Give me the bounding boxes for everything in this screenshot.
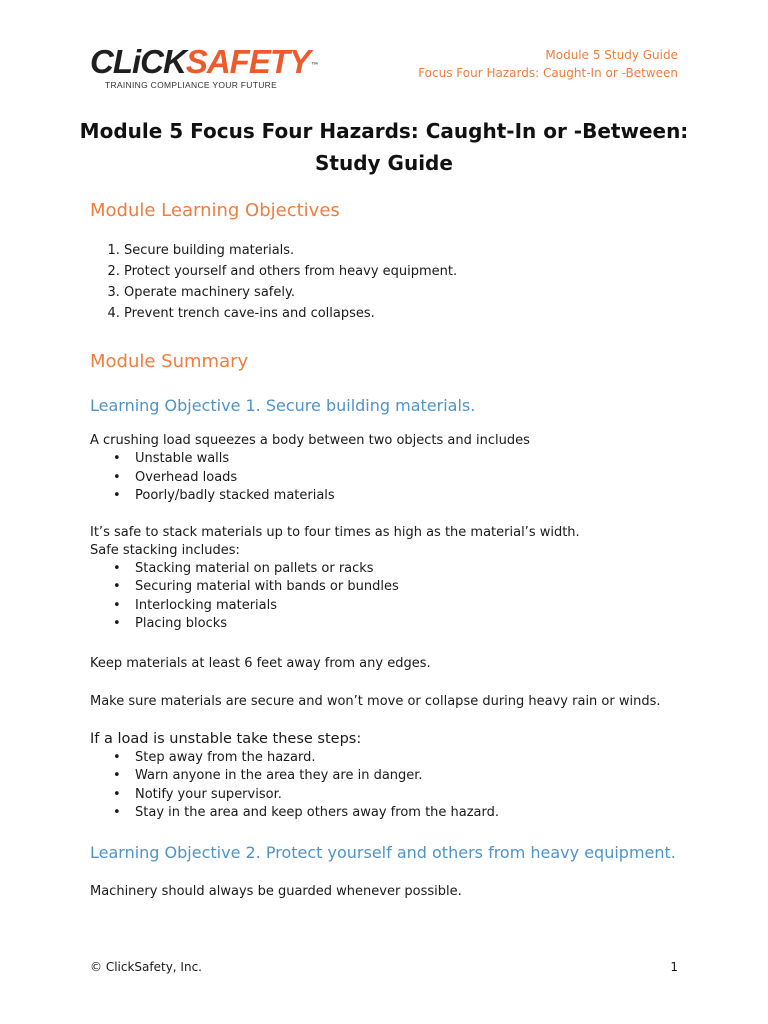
logo-wordmark bbox=[90, 43, 318, 80]
lo2-paragraph-1: Machinery should always be guarded whenever possible. bbox=[90, 883, 462, 899]
list-item: • Unstable walls bbox=[135, 450, 678, 469]
list-item: • Placing blocks bbox=[135, 615, 678, 634]
lo1-paragraph-2a: It’s safe to stack materials up to four times as high as the material’s width. bbox=[90, 524, 580, 540]
logo-trademark: ™ bbox=[311, 62, 318, 69]
list-item: • Stay in the area and keep others away from the hazard. bbox=[135, 804, 678, 823]
running-header bbox=[418, 46, 678, 82]
lo1-paragraph-2b: Safe stacking includes: bbox=[90, 542, 240, 558]
lo1-paragraph-1: A crushing load squeezes a body between two objects and includes bbox=[90, 433, 530, 448]
list-item: • Stacking material on pallets or racks bbox=[135, 560, 678, 579]
header-line-2: Focus Four Hazards: Caught-In or -Between bbox=[418, 66, 678, 80]
list-item: • Poorly/badly stacked materials bbox=[135, 487, 678, 506]
unstable-load-steps-list bbox=[90, 749, 678, 823]
lo1-heading: Learning Objective 1. Secure building materials. bbox=[90, 396, 476, 415]
objectives-heading: Module Learning Objectives bbox=[90, 200, 340, 221]
lo1-paragraph-3: Keep materials at least 6 feet away from any edges. bbox=[90, 655, 431, 671]
list-item: • Warn anyone in the area they are in danger. bbox=[135, 767, 678, 786]
list-item: • Step away from the hazard. bbox=[135, 749, 678, 768]
logo-tagline: TRAINING COMPLIANCE YOUR FUTURE bbox=[105, 80, 278, 90]
objectives-list bbox=[90, 240, 678, 324]
list-item: 2. Protect yourself and others from heavy equipment. bbox=[124, 261, 678, 282]
list-item: 4. Prevent trench cave-ins and collapses. bbox=[124, 303, 678, 324]
page-number: 1 bbox=[670, 960, 678, 974]
header-line-1: Module 5 Study Guide bbox=[545, 48, 678, 62]
list-item: 1. Secure building materials. bbox=[124, 240, 678, 261]
list-item: • Securing material with bands or bundles bbox=[135, 578, 678, 597]
list-item: 3. Operate machinery safely. bbox=[124, 282, 678, 303]
safe-stacking-list bbox=[90, 560, 678, 634]
page-title-line-1: Module 5 Focus Four Hazards: Caught-In or -Between: bbox=[79, 119, 689, 143]
logo-click-text: CLiCK bbox=[90, 43, 186, 80]
lo1-paragraph-5: If a load is unstable take these steps: bbox=[90, 730, 362, 747]
list-item: • Interlocking materials bbox=[135, 597, 678, 616]
lo1-paragraph-4: Make sure materials are secure and won’t move or collapse during heavy rain or winds. bbox=[90, 693, 661, 709]
crushing-load-list bbox=[90, 450, 678, 506]
footer-copyright: © ClickSafety, Inc. bbox=[90, 960, 202, 974]
clicksafety-logo bbox=[90, 43, 318, 94]
document-body bbox=[90, 196, 678, 901]
lo2-heading: Learning Objective 2. Protect yourself and others from heavy equipment. bbox=[90, 842, 676, 862]
page-title bbox=[60, 115, 708, 179]
summary-heading: Module Summary bbox=[90, 351, 249, 372]
logo-safety-text: SAFETY bbox=[185, 43, 311, 80]
list-item: • Overhead loads bbox=[135, 469, 678, 488]
list-item: • Notify your supervisor. bbox=[135, 786, 678, 805]
page-title-line-2: Study Guide bbox=[315, 151, 453, 175]
